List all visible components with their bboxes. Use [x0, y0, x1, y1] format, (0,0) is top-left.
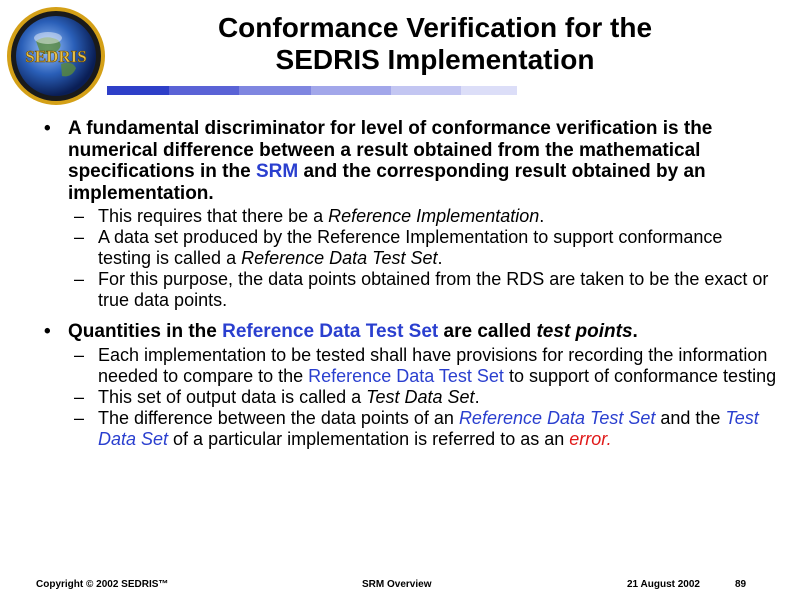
- title-underline-seg-5: [391, 86, 461, 95]
- srm-term: SRM: [255, 161, 299, 182]
- title-line-2: SEDRIS Implementation: [275, 44, 595, 75]
- bullet-marker: •: [44, 321, 51, 342]
- slide-body: [40, 118, 780, 450]
- logo-text: SEDRIS: [25, 47, 87, 66]
- sub-bullet-reference-data-test-set: – A data set produced by the Reference Implementation to support conformance testing is called a Reference Data Test Set.: [74, 227, 723, 268]
- sub-bullet-error-definition: – The difference between the data points of an Reference Data Test Set and the Test Data Set of a particular implementation is referred to as an error.: [74, 407, 759, 449]
- footer-page-number: 89: [735, 579, 747, 590]
- bullet-discriminator: • A fundamental discriminator for level of conformance verification is the numerical difference between a result obtained from the mathematical specifications in the SRM and the corresponding result obtained by an implementation.: [44, 118, 713, 204]
- title-line-1: Conformance Verification for the: [217, 12, 653, 43]
- footer-copyright: Copyright © 2002 SEDRIS™: [36, 579, 169, 590]
- reference-data-test-set-term: Reference Data Test Set: [222, 321, 439, 342]
- title-underline-seg-6: [461, 86, 517, 95]
- title-underline-seg-3: [239, 86, 311, 95]
- slide-title: [110, 12, 760, 76]
- bullet-test-points: • Quantities in the Reference Data Test Set are called test points.: [44, 321, 638, 342]
- sub-bullet-recording-provisions: – Each implementation to be tested shall have provisions for recording the information needed to compare to the Reference Data Test Set to support of conformance testing: [74, 344, 777, 386]
- sub-bullet-reference-implementation: – This requires that there be a Reference Implementation.: [74, 206, 545, 226]
- footer-title: SRM Overview: [362, 579, 432, 590]
- sedris-logo: [6, 6, 106, 106]
- error-term: error.: [569, 428, 612, 449]
- sub-bullet-rds-exact-points: – For this purpose, the data points obtained from the RDS are taken to be the exact or true data points.: [74, 269, 769, 310]
- bullet-marker: •: [44, 118, 51, 139]
- sub-bullet-test-data-set: – This set of output data is called a Test Data Set.: [74, 386, 480, 407]
- title-underline-seg-4: [311, 86, 391, 95]
- title-underline-seg-1: [107, 86, 169, 95]
- footer-date: 21 August 2002: [627, 579, 700, 590]
- title-underline-seg-2: [169, 86, 239, 95]
